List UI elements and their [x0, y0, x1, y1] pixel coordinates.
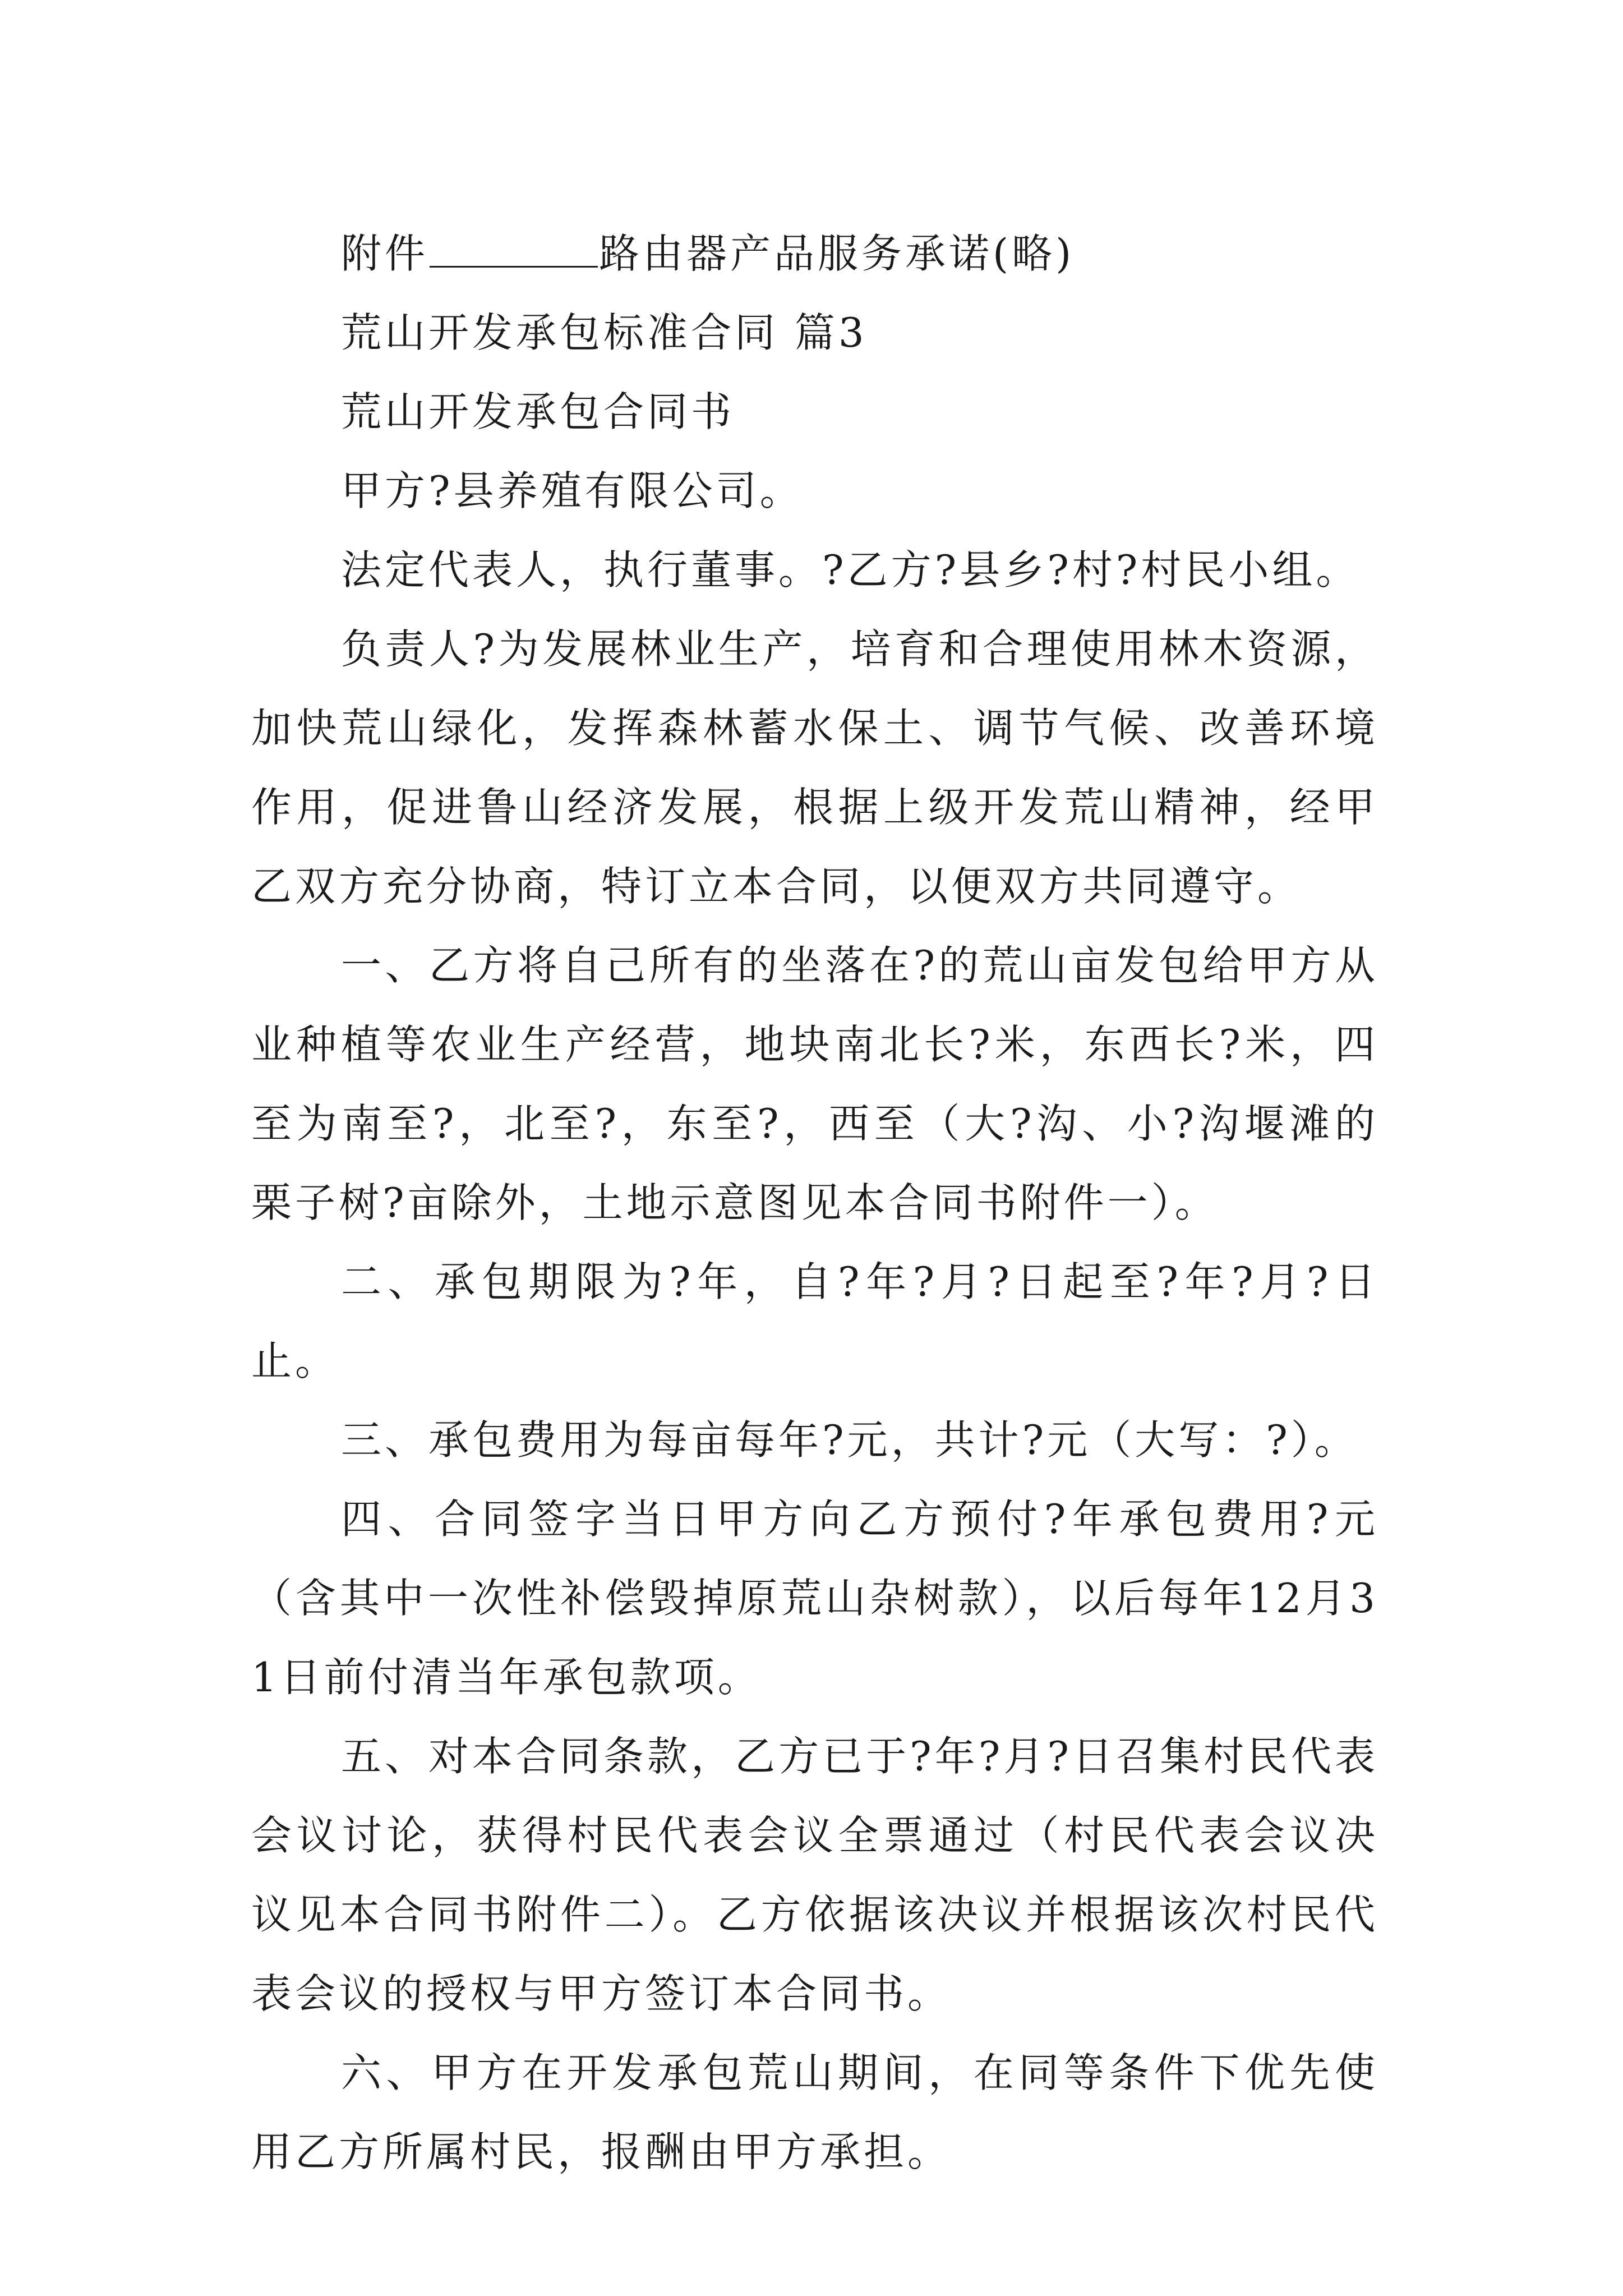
- attachment-line: [251, 214, 1378, 293]
- paragraph-preamble: 负责人?为发展林业生产，培育和合理使用林木资源，加快荒山绿化，发挥森林蓄水保土、调节气候、改善环境作用，促进鲁山经济发展，根据上级开发荒山精神，经甲乙双方充分协商，特订立本合同，以便双方共同遵守。: [251, 625, 1378, 910]
- section-title: 荒山开发承包标准合同 篇3: [341, 309, 868, 356]
- clause-2: 二、承包期限为?年，自?年?月?日起至?年?月?日止。: [251, 1258, 1378, 1384]
- clause-3: 三、承包费用为每亩每年?元，共计?元（大写：?）。: [341, 1416, 1358, 1464]
- clause-6: 六、甲方在开发承包荒山期间，在同等条件下优先使用乙方所属村民，报酬由甲方承担。: [251, 2049, 1378, 2175]
- clause-1: 一、乙方将自己所有的坐落在?的荒山亩发包给甲方从业种植等农业生产经营，地块南北长?米，东西长?米，四至为南至?，北至?，东至?，西至（大?沟、小?沟堰滩的栗子树?亩除外，土地示意图见本合同书附件一）。: [251, 942, 1378, 1226]
- paragraph-legal-representative: 法定代表人，执行董事。?乙方?县乡?村?村民小组。: [341, 546, 1360, 593]
- document-body: [251, 214, 1378, 2192]
- clause-4: 四、合同签字当日甲方向乙方预付?年承包费用?元（含其中一次性补偿毁掉原荒山杂树款），以后每年12月31日前付清当年承包款项。: [251, 1496, 1378, 1701]
- contract-title: 荒山开发承包合同书: [341, 388, 735, 435]
- paragraph-party-a: 甲方?县养殖有限公司。: [341, 467, 804, 514]
- attachment-prefix: 附件: [341, 230, 429, 277]
- clause-5: 五、对本合同条款，乙方已于?年?月?日召集村民代表会议讨论，获得村民代表会议全票通过（村民代表会议决议见本合同书附件二）。乙方依据该决议并根据该次村民代表会议的授权与甲方签订本合同书。: [251, 1733, 1378, 2017]
- attachment-suffix: 路由器产品服务承诺(略): [599, 230, 1075, 277]
- blank-underline: [430, 227, 598, 268]
